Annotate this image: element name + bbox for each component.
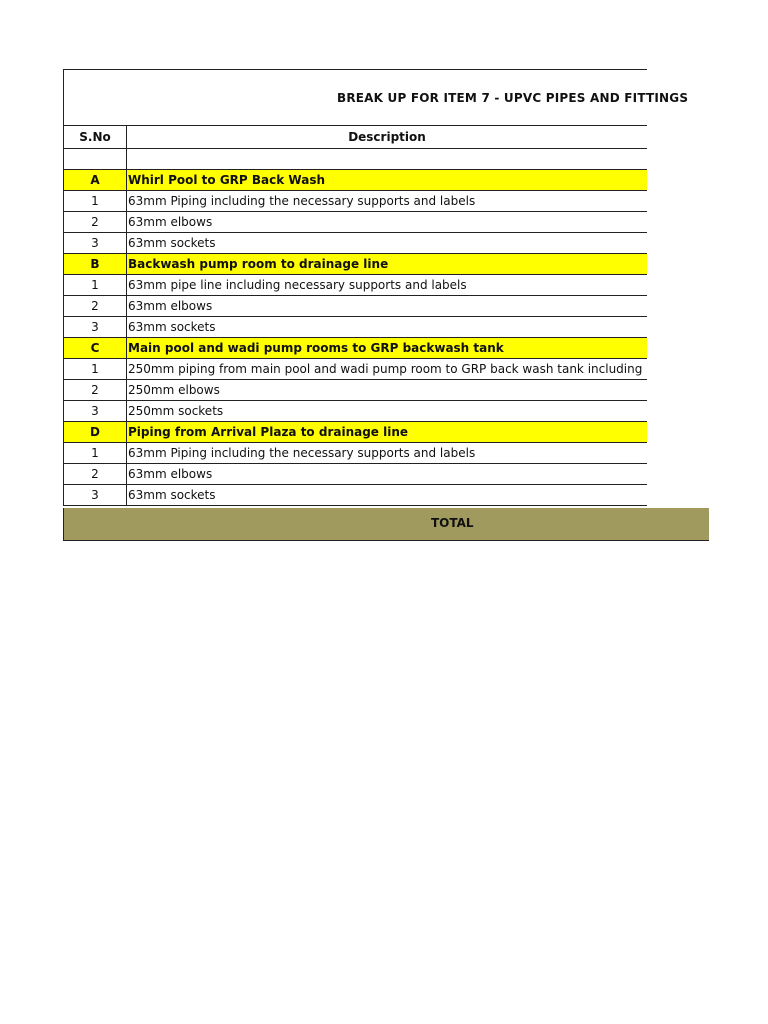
cell-sno: 3 — [64, 317, 127, 337]
cell-description: 250mm elbows — [128, 383, 220, 397]
cell-description: 63mm elbows — [128, 215, 213, 229]
cell-sno: 2 — [64, 464, 127, 484]
cell-description: Piping from Arrival Plaza to drainage line — [128, 425, 409, 439]
table-row — [64, 485, 647, 506]
table-title: BREAK UP FOR ITEM 7 - UPVC PIPES AND FITTINGS — [337, 90, 689, 105]
cell-sno: 1 — [64, 359, 127, 379]
section-row — [64, 422, 647, 443]
table-row — [64, 317, 647, 338]
section-row — [64, 170, 647, 191]
table-row — [64, 464, 647, 485]
cell-description: 63mm sockets — [128, 236, 216, 250]
cell-description: 63mm elbows — [128, 467, 213, 481]
table-row — [64, 401, 647, 422]
total-label: TOTAL — [431, 516, 474, 530]
cell-sno: D — [64, 422, 127, 442]
total-row — [63, 508, 709, 541]
section-row — [64, 254, 647, 275]
cell-description: Main pool and wadi pump rooms to GRP backwash tank — [128, 341, 504, 355]
cell-sno: C — [64, 338, 127, 358]
section-row — [64, 338, 647, 359]
table-title-row — [64, 70, 689, 126]
cell-sno: B — [64, 254, 127, 274]
table-row — [64, 275, 647, 296]
column-header-sno: S.No — [64, 126, 127, 148]
cell-sno: A — [64, 170, 127, 190]
cell-sno — [64, 149, 127, 169]
table-body — [64, 149, 647, 506]
table-row — [64, 233, 647, 254]
cell-sno: 1 — [64, 443, 127, 463]
cell-sno: 2 — [64, 212, 127, 232]
column-header-description: Description — [348, 130, 426, 144]
cell-description: Backwash pump room to drainage line — [128, 257, 389, 271]
cell-description: 63mm sockets — [128, 488, 216, 502]
cell-description: 63mm pipe line including necessary supports and labels — [128, 278, 467, 292]
spreadsheet-table — [63, 69, 689, 506]
cell-sno: 3 — [64, 485, 127, 505]
cell-description: 250mm piping from main pool and wadi pump room to GRP back wash tank including — [128, 362, 643, 376]
table-row — [64, 359, 647, 380]
table-row — [64, 296, 647, 317]
table-row — [64, 191, 647, 212]
cell-description: 63mm sockets — [128, 320, 216, 334]
column-header-row — [64, 126, 647, 149]
cell-description: 63mm Piping including the necessary supports and labels — [128, 446, 476, 460]
cell-sno: 3 — [64, 401, 127, 421]
cell-description — [127, 149, 647, 169]
cell-sno: 3 — [64, 233, 127, 253]
cell-description: 63mm Piping including the necessary supports and labels — [128, 194, 476, 208]
cell-description: 63mm elbows — [128, 299, 213, 313]
blank-row — [64, 149, 647, 170]
table-row — [64, 380, 647, 401]
cell-description: 250mm sockets — [128, 404, 224, 418]
cell-description: Whirl Pool to GRP Back Wash — [128, 173, 326, 187]
table-row — [64, 443, 647, 464]
cell-sno: 2 — [64, 296, 127, 316]
cell-sno: 1 — [64, 275, 127, 295]
cell-sno: 1 — [64, 191, 127, 211]
table-row — [64, 212, 647, 233]
cell-sno: 2 — [64, 380, 127, 400]
